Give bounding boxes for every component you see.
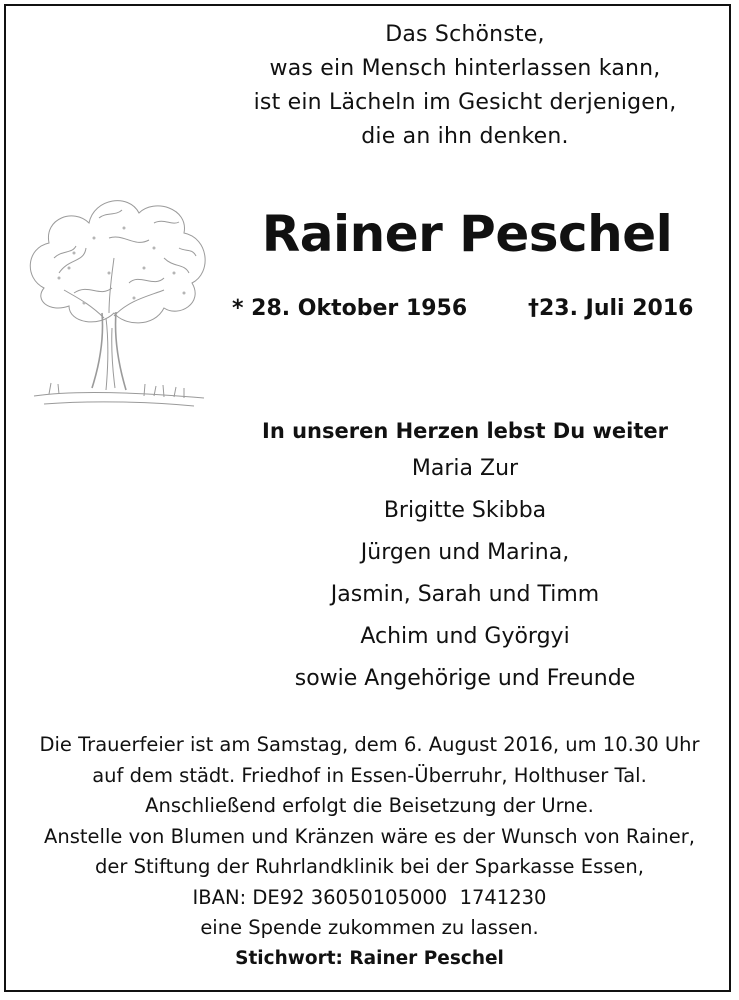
quote-line: ist ein Lächeln im Gesicht derjenigen, <box>253 90 677 115</box>
notice-line: Anschließend erfolgt die Beisetzung der Urne. <box>145 794 594 817</box>
notice-line: IBAN: DE92 36050105000 1741230 <box>192 885 547 909</box>
notice-line: Die Trauerfeier ist am Samstag, dem 6. August 2016, um 10.30 Uhr <box>39 733 700 756</box>
donation-keyword: Stichwort: Rainer Peschel <box>235 947 504 969</box>
family-heading: In unseren Herzen lebst Du weiter <box>262 419 668 443</box>
family-member: Brigitte Skibba <box>383 498 547 523</box>
tree-illustration-icon <box>14 178 219 418</box>
funeral-notice <box>0 730 739 974</box>
birth-date: * 28. Oktober 1956 <box>232 296 468 321</box>
deceased-name: Rainer Peschel <box>261 205 673 263</box>
family-member: Jürgen und Marina, <box>360 540 570 565</box>
notice-line: Anstelle von Blumen und Kränzen wäre es der Wunsch von Rainer, <box>44 824 695 848</box>
notice-line: auf dem städt. Friedhof in Essen-Überruhr, Holthuser Tal. <box>92 763 647 787</box>
quote-line: Das Schönste, <box>385 22 545 47</box>
family-member: Achim und Györgyi <box>360 624 570 649</box>
death-date: †23. Juli 2016 <box>528 296 694 321</box>
family-member: Maria Zur <box>411 456 519 481</box>
notice-line: eine Spende zukommen zu lassen. <box>200 916 539 939</box>
quote-line: was ein Mensch hinterlassen kann, <box>269 56 661 81</box>
family-member: Jasmin, Sarah und Timm <box>330 582 600 607</box>
notice-line: der Stiftung der Ruhrlandklinik bei der Sparkasse Essen, <box>95 855 644 878</box>
family-block <box>190 414 739 700</box>
family-member: sowie Angehörige und Freunde <box>294 666 636 691</box>
quote-block <box>0 18 739 154</box>
quote-line: die an ihn denken. <box>361 124 569 149</box>
